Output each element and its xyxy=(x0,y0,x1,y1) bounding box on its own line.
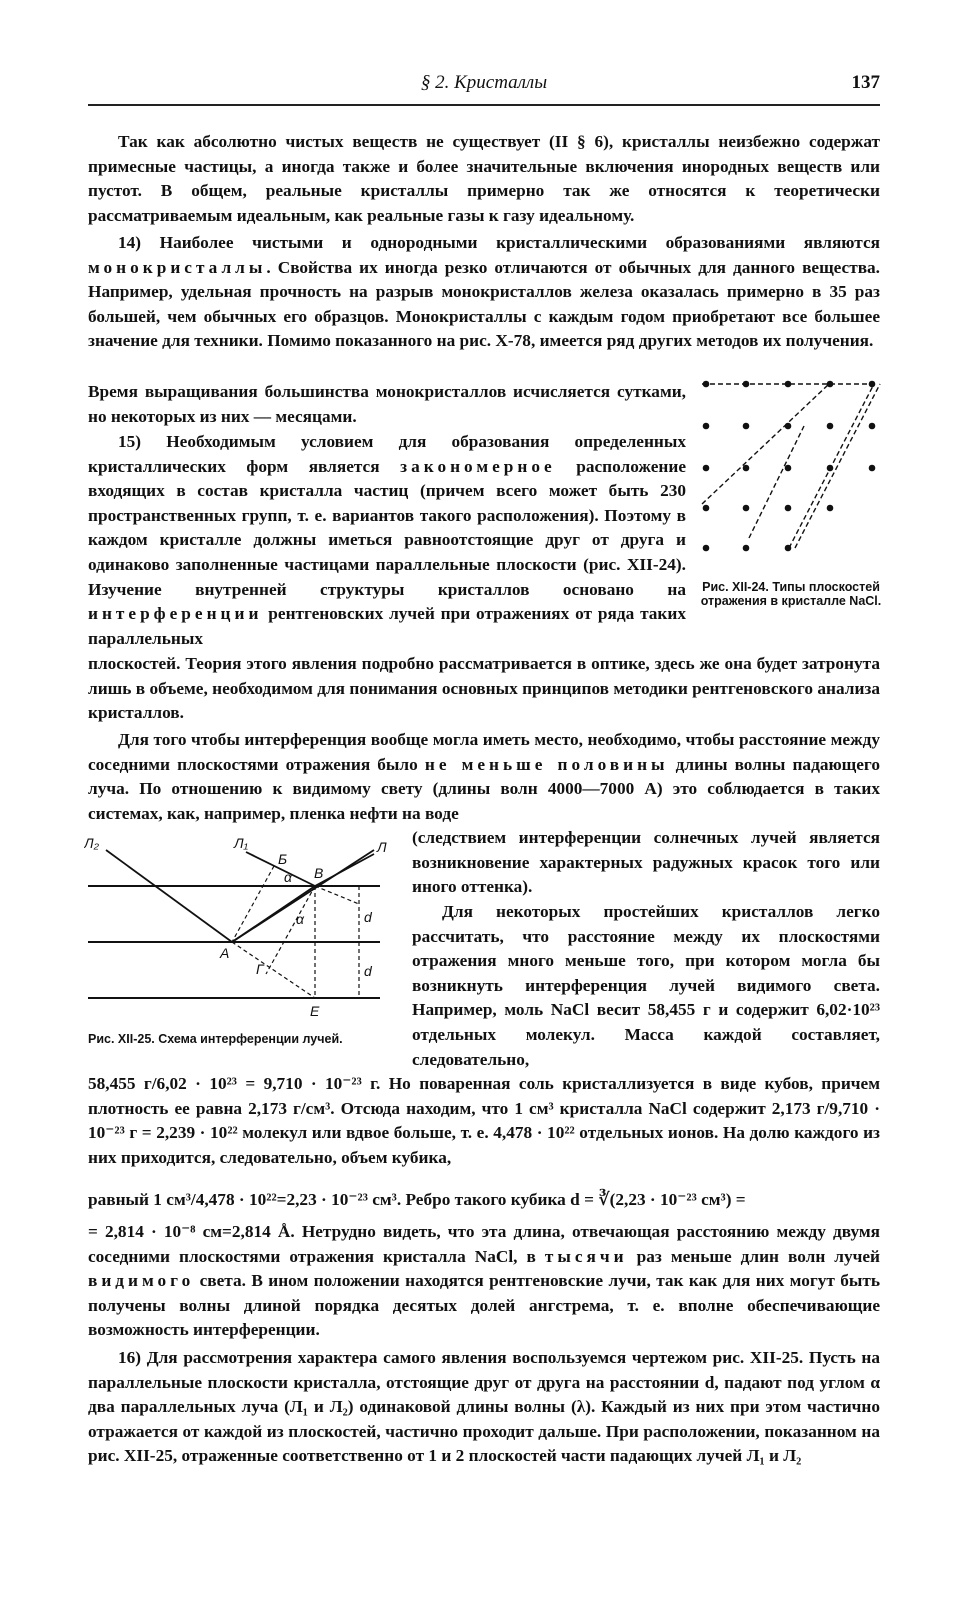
paragraph-14-text-a: 14) Наиболее чистыми и однородными кристаллическими образованиями являются xyxy=(118,233,880,252)
paragraph-cond-text-a: Для того чтобы интерференция вообще могла иметь место, необходимо, чтобы расстояние между соседними плоскостями отражения было xyxy=(88,730,880,774)
paragraph-cond-text-b: длины волны падающего луча. По отношению к видимому свету (длины волн 4000—7000 А) это соблюдается в таких системах, как, например, пленка нефти на воде xyxy=(88,754,880,823)
figure-xii-24-lattice xyxy=(694,366,884,566)
paragraph-interference-condition xyxy=(88,728,880,826)
paragraph-14-tail: Время выращивания большинства монокристаллов исчисляется сутками, но некоторых из них — месяцами. xyxy=(88,382,686,426)
paragraph-15-text-c: рентгеновских лучей при отражениях от ряда таких параллельных xyxy=(88,604,686,648)
paragraph-result-text-a: = 2,814 · 10⁻⁸ см=2,814 Å. Нетрудно видеть, что эта длина, отвечающая расстоянию между двумя соседними плоскостями отражения кристалла NaCl, в xyxy=(88,1222,880,1266)
section-title: § 2. Кристаллы xyxy=(420,72,548,93)
paragraph-15-tail: плоскостей. Теория этого явления подробно рассматривается в оптике, здесь же она будет затронута лишь в объеме, необходимом для понимания основных принципов методики рентгеновского анализа кристаллов. xyxy=(88,654,880,723)
header-rule xyxy=(88,104,880,106)
paragraph-15-text-b: расположение входящих в состав кристалла частиц (причем всего может быть 230 пространственных групп, т. е. вариантов такого расположения). Поэтому в каждом кристалле должны иметься равноотстоящие друг от друга и одинаково заполненные частицами параллельные плоскости (рис. XII-24). Изучение внутренней структуры кристаллов основано на xyxy=(88,456,686,599)
label-distance-d-1: d xyxy=(364,909,372,925)
page-number: 137 xyxy=(851,72,880,93)
paragraph-interference-tail: (следствием интерференции солнечных лучей является возникновение характерных радужных красок того или иного оттенка). xyxy=(412,828,880,897)
lattice-points xyxy=(703,381,876,552)
paragraph-14 xyxy=(88,231,880,354)
label-ray-l2: Л₂ xyxy=(84,835,99,851)
paragraph-nacl-calc: Для некоторых простейших кристаллов легко рассчитать, что расстояние между их плоскостями отражения много меньше того, при котором могла бы возникнуть интерференция лучей видимого света. Например, моль NaCl весит 58,455 г и содержит 6,02·10²³ отдельных молекул. Масса каждой составляет, следовательно, xyxy=(412,902,880,1069)
term-not-less-half: не меньше половины xyxy=(424,754,669,774)
label-point-a: А xyxy=(220,945,230,961)
label-ray-l: Л xyxy=(377,839,387,855)
term-thousands: тысячи xyxy=(544,1246,628,1266)
label-distance-d-2: d xyxy=(364,963,372,979)
term-regular: закономерное xyxy=(400,456,556,476)
paragraph-result-text-b: раз меньше длин волн лучей xyxy=(636,1246,881,1266)
running-head xyxy=(88,72,880,102)
paragraph-nacl-calc-cont: 58,455 г/6,02 · 10²³ = 9,710 · 10⁻²³ г. Но поваренная соль кристаллизуется в виде кубов, причем плотность ее равна 2,173 г/см³. Отсюда находим, что 1 см³ кристалла NaCl содержит 2,173 г/9,710 · 10⁻²³ г = 2,239 · 10²² молекул или вдвое больше, т. е. 4,478 · 10²² отдельных ионов. На долю каждого из них приходится, следовательно, объем кубика, xyxy=(88,1074,880,1167)
crystal-planes xyxy=(88,886,380,998)
label-angle-alpha-1: α xyxy=(284,869,292,885)
lattice-planes xyxy=(702,384,880,548)
label-point-v: В xyxy=(314,865,324,881)
label-point-e: Е xyxy=(310,1003,320,1019)
figure-xii-25-diagram xyxy=(84,826,394,1026)
term-interference: интерференции xyxy=(88,604,263,624)
paragraph-result-text-c: света. В ином положении находятся рентгеновские лучи, так как для них могут быть получены волны длиной порядка десятых долей ангстрема, т. е. вполне обеспечивающие возможность интерференции. xyxy=(88,1271,880,1340)
term-visible: видимого xyxy=(88,1271,195,1291)
figure-xii-25-caption: Рис. XII-25. Схема интерференции лучей. xyxy=(88,1032,343,1046)
paragraph-15 xyxy=(88,430,686,651)
paragraph-nacl-result xyxy=(88,1220,880,1343)
paragraph-16: 16) Для рассмотрения характера самого явления воспользуемся чертежом рис. XII-25. Пусть на параллельные плоскости кристалла, отстоящие друг от друга на расстоянии d, падают под углом α два параллельных луча (Л₁ и Л₂) одинаковой длины волны (λ). Каждый из них при этом частично отражается от каждой из плоскостей, частично проходит дальше. При расположении, показанном на рис. XII-25, отраженные соответственно от 1 и 2 плоскостей части падающих лучей Л₁ и Л₂ xyxy=(88,1348,880,1466)
label-point-b-cyr: Б xyxy=(278,851,288,867)
formula-cube-edge: равный 1 см³/4,478 · 10²²=2,23 · 10⁻²³ см³. Ребро такого кубика d = ∛(2,23 · 10⁻²³ см³) = xyxy=(88,1190,746,1209)
label-point-g: Г xyxy=(256,961,264,977)
paragraph-15-text-a: 15) Необходимым условием для образования определенных кристаллических форм является xyxy=(88,432,686,476)
label-ray-l1: Л₁ xyxy=(234,835,249,851)
paragraph-14-text-b: . Свойства их иногда резко отличаются от обычных для данного вещества. Например, удельная прочность на разрыв монокристаллов железа оказалась примерно в 35 раз большей, чем обычных его образцов. Монокристаллы с каждым годом приобретают все большее значение для техники. Помимо показанного на рис. X-78, имеется ряд других методов их получения. xyxy=(88,257,880,351)
label-angle-alpha-2: α xyxy=(296,911,304,927)
paragraph-impurities: Так как абсолютно чистых веществ не существует (II § 6), кристаллы неизбежно содержат примесные частицы, а иногда также и более значительные включения инородных веществ или пустот. В общем, реальные кристаллы примерно так же относятся к теоретически рассматриваемым идеальным, как реальные газы к газу идеальному. xyxy=(88,132,880,225)
term-monocrystals: монокристаллы xyxy=(88,257,267,277)
figure-xii-24-caption: Рис. XII-24. Типы плоскостей отражения в кристалле NaCl. xyxy=(700,580,882,608)
